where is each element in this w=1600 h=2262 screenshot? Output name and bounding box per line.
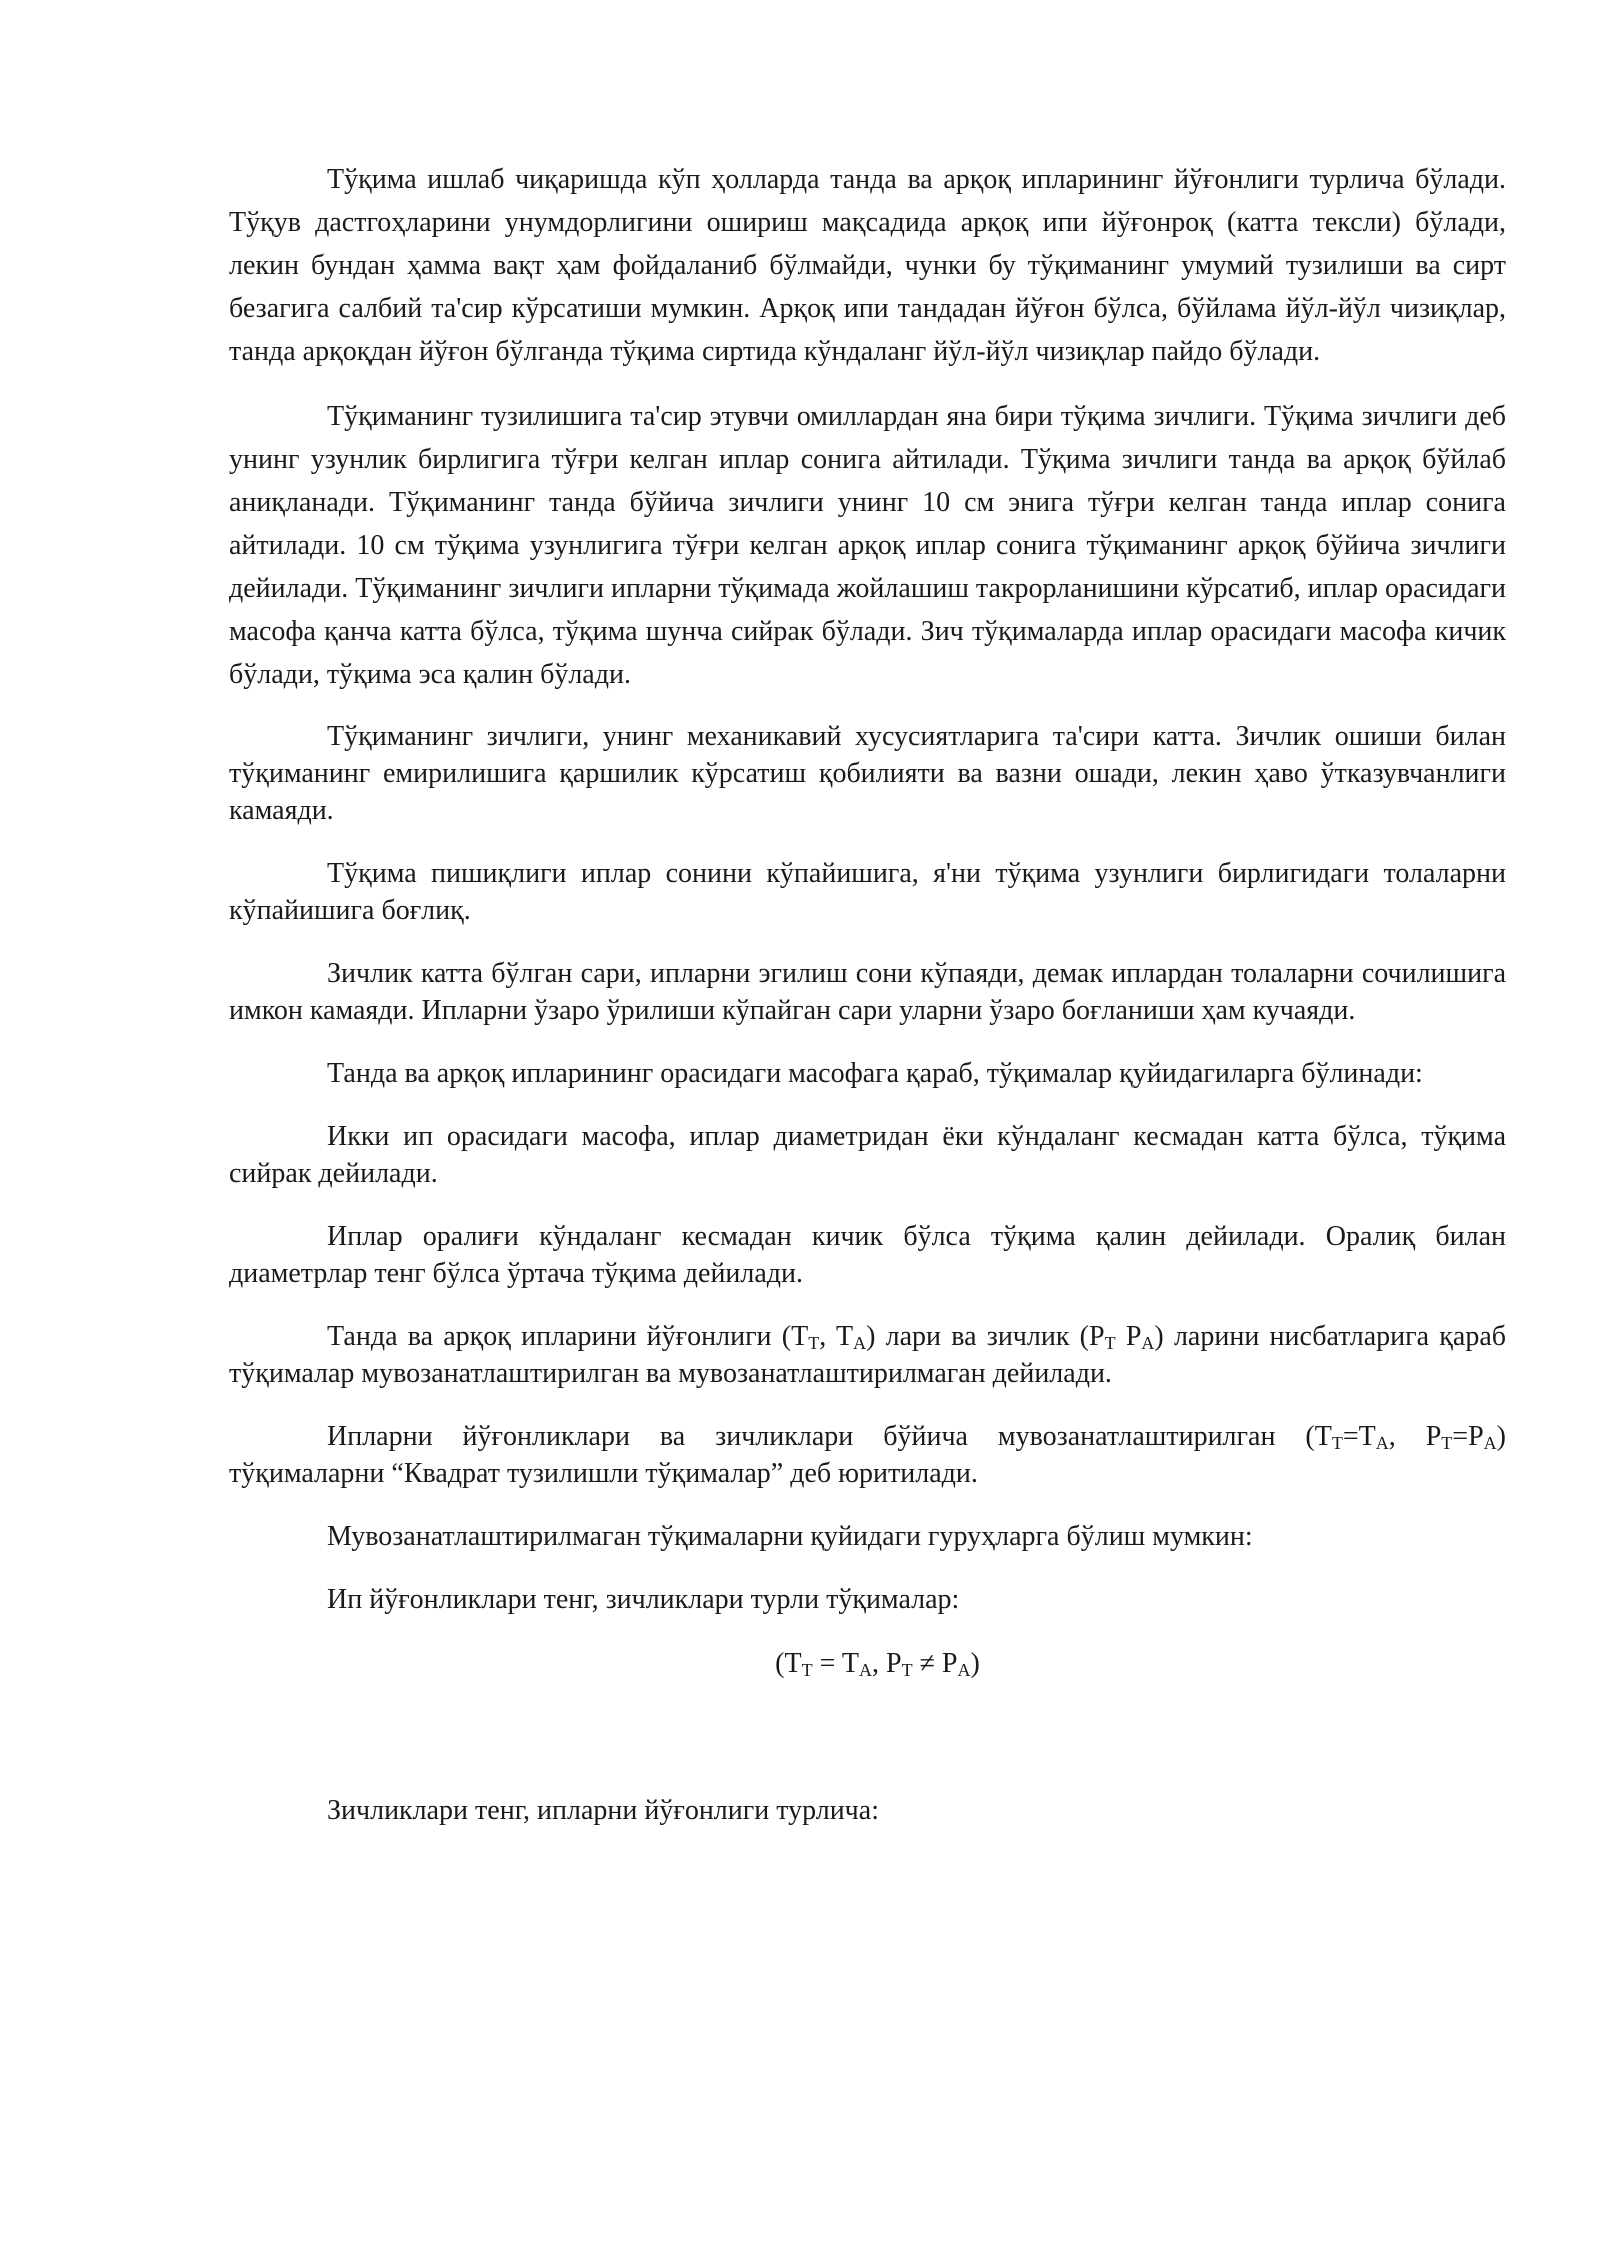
document-page — [229, 158, 1506, 1855]
paragraph-square-structure: Ипларни йўғонликлари ва зичликлари бўйича мувозанатлаштирилган ($T_T=T_A$, $P_T=P_A$) тўқималарни “Квадрат тузилишли тўқималар” деб юритилади. — [229, 1421, 1506, 1489]
paragraph-dense-fabric: Иплар оралиғи кўндаланг кесмадан кичик бўлса тўқима қалин дейилади. Оралиқ билан диаметрлар тенг бўлса ўртача тўқима дейилади. — [229, 1221, 1506, 1289]
paragraph-fabric-strength: Тўқима пишиқлиги иплар сонини кўпайишига, я'ни тўқима узунлиги бирлигидаги толаларни кўпайишига боғлиқ. — [229, 858, 1506, 926]
paragraph-unbalanced-groups: Мувозанатлаштирилмаган тўқималарни қуйидаги гуруҳларга бўлиш мумкин: — [327, 1521, 1253, 1552]
paragraph-fabric-classification: Танда ва арқоқ ипларининг орасидаги масофага қараб, тўқималар қуйидагиларга бўлинади: — [327, 1058, 1423, 1089]
paragraph-balanced-definition: Танда ва арқоқ ипларини йўғонлиги ($T_T$, $T_A$) лари ва зичлик ($P_T$ $P_A$) ларини нисбатларига қараб тўқималар мувозанатлаштирилган ва мувозанатлаштирилмаган дейилади. — [229, 1321, 1506, 1389]
paragraph-equal-thickness: Ип йўғонликлари тенг, зичликлари турли тўқималар: — [327, 1584, 960, 1615]
spacer — [229, 1684, 1506, 1792]
formula-equal-thickness: ($T_T = T_A$, $P_T \ne P_A$) — [775, 1648, 980, 1680]
paragraph-thread-thickness: Тўқима ишлаб чиқаришда кўп ҳолларда танда ва арқоқ ипларининг йўғонлиги турлича бўлади. Тўқув дастгоҳларини унумдорлигини ошириш мақсадида арқоқ ипи йўғонроқ (катта тексли) бўлади, лекин бундан ҳамма вақт ҳам фойдаланиб бўлмайди, чунки бу тўқиманинг умумий тузилиши ва сирт безагига салбий та'сир кўрсатиши мумкин. Арқоқ ипи тандадан йўғон бўлса, бўйлама йўл-йўл чизиқлар, танда арқоқдан йўғон бўлганда тўқима сиртида кўндаланг йўл-йўл чизиқлар пайдо бўлади. — [229, 164, 1506, 367]
paragraph-density-mechanical: Тўқиманинг зичлиги, унинг механикавий хусусиятларига та'сири катта. Зичлик ошиши билан тўқиманинг емирилишига қаршилик кўрсатиш қобилияти ва вазни ошади, лекин ҳаво ўтказувчанлиги камаяди. — [229, 721, 1506, 826]
paragraph-density-bending: Зичлик катта бўлган сари, ипларни эгилиш сони кўпаяди, демак иплардан толаларни сочилишига имкон камаяди. Ипларни ўзаро ўрилиши кўпайган сари уларни ўзаро боғланиши ҳам кучаяди. — [229, 958, 1506, 1026]
paragraph-fabric-density: Тўқиманинг тузилишига та'сир этувчи омиллардан яна бири тўқима зичлиги. Тўқима зичлиги деб унинг узунлик бирлигига тўғри келган иплар сонига айтилади. Тўқима зичлиги танда ва арқоқ бўйлаб аниқланади. Тўқиманинг танда бўйича зичлиги унинг 10 см энига тўғри келган танда иплар сонига айтилади. 10 см тўқима узунлигига тўғри келган арқоқ иплар сонига тўқиманинг арқоқ бўйича зичлиги дейилади. Тўқиманинг зичлиги ипларни тўқимада жойлашиш такрорланишини кўрсатиб, иплар орасидаги масофа қанча катта бўлса, тўқима шунча сийрак бўлади. Зич тўқималарда иплар орасидаги масофа кичик бўлади, тўқима эса қалин бўлади. — [229, 401, 1506, 690]
paragraph-equal-density: Зичликлари тенг, ипларни йўғонлиги турлича: — [327, 1795, 879, 1826]
paragraph-sparse-fabric: Икки ип орасидаги масофа, иплар диаметридан ёки кўндаланг кесмадан катта бўлса, тўқима сийрак дейилади. — [229, 1121, 1506, 1189]
